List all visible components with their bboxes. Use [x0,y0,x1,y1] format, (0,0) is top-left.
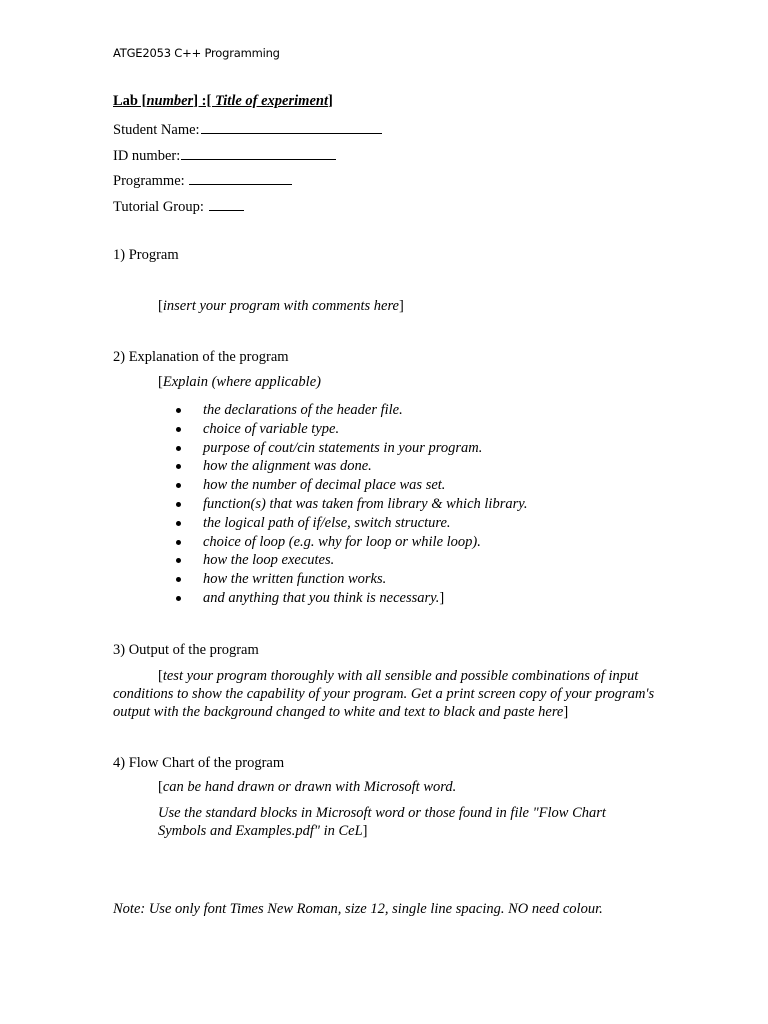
bullet-icon [176,540,181,545]
list-item [176,495,528,514]
explanation-close-bracket: ] [439,589,445,606]
list-item-text: the logical path of if/else, switch structure. [203,514,451,531]
flowchart-line-2: Use the standard blocks in Microsoft word or those found in file "Flow Chart [158,805,606,821]
list-item [176,589,528,608]
program-close-bracket: ] [399,298,404,314]
list-item [176,533,528,552]
id-number-label: ID number: [113,148,181,164]
list-item-text: purpose of cout/cin statements in your program. [203,439,483,456]
lab-suffix: ] [327,93,333,109]
output-open-bracket: [ [158,668,163,684]
bullet-icon [176,596,181,601]
output-close-bracket: ] [563,704,569,720]
explanation-intro [158,374,321,391]
bullet-icon [176,521,181,526]
list-item [176,420,528,439]
programme-label: Programme: [113,173,185,189]
list-item [176,457,528,476]
programme-blank [189,170,292,185]
list-item-text: choice of loop (e.g. why for loop or while loop). [203,533,481,550]
lab-prefix: Lab [ [113,93,147,109]
bullet-icon [176,483,181,488]
lab-title-placeholder: Title of experiment [214,93,328,109]
bullet-icon [176,502,181,507]
section-output-heading: 3) Output of the program [113,642,259,658]
list-item [176,514,528,533]
tutorial-group-label: Tutorial Group: [113,199,204,215]
lab-number-placeholder: number [146,93,194,109]
explanation-intro-text: Explain (where applicable) [162,374,321,390]
flowchart-line-1 [158,779,456,796]
list-item-text: and anything that you think is necessary. [203,589,440,606]
lab-middle: ] :[ [193,93,215,109]
list-item [176,476,528,495]
program-open-bracket: [ [158,298,163,314]
section-flowchart-heading: 4) Flow Chart of the program [113,755,285,771]
student-name-field [113,119,382,139]
list-item-text: how the loop executes. [203,552,335,569]
document-header: ATGE2053 C++ Programming [113,46,280,60]
programme-field [113,170,292,190]
formatting-note: Note: Use only font Times New Roman, size 12, single line spacing. NO need colour. [113,901,603,917]
student-name-label: Student Name: [113,122,200,138]
id-number-field [113,145,336,165]
bullet-icon [176,558,181,563]
list-item-text: how the alignment was done. [203,458,372,475]
flowchart-open-bracket: [ [158,779,163,795]
list-item-text: how the written function works. [203,571,387,588]
bullet-icon [176,577,181,582]
explanation-bullet-list [176,401,528,608]
list-item-text: function(s) that was taken from library & which library. [203,495,528,512]
list-item [176,551,528,570]
list-item-text: the declarations of the header file. [203,402,403,418]
bullet-icon [176,427,181,432]
list-item-text: how the number of decimal place was set. [203,477,446,494]
list-item [176,570,528,589]
flowchart-line-3-text: Symbols and Examples.pdf" in CeL [158,823,363,839]
output-instruction-text: test your program thoroughly with all sensible and possible combinations of input conditions to show the capability of your program. Get a print screen copy of your program's output with the background changed to white and text to black and paste here [113,668,655,720]
tutorial-group-blank [209,196,244,211]
list-item-text: choice of variable type. [203,420,340,437]
program-instruction-text: insert your program with comments here [162,298,399,314]
list-item [176,401,528,420]
flowchart-close-bracket: ] [362,823,368,839]
lab-title [113,93,333,110]
bullet-icon [176,464,181,469]
id-number-blank [181,145,336,160]
section-explanation-heading: 2) Explanation of the program [113,349,289,365]
bullet-icon [176,408,181,413]
flowchart-line-3 [158,823,368,840]
student-name-blank [201,119,382,134]
explanation-open-bracket: [ [158,374,163,390]
list-item [176,439,528,458]
tutorial-group-field [113,196,244,216]
output-instruction [113,667,658,721]
bullet-icon [176,446,181,451]
program-instruction [158,298,404,315]
flowchart-line-1-text: can be hand drawn or drawn with Microsoft word. [162,779,457,795]
section-program-heading: 1) Program [113,247,179,263]
